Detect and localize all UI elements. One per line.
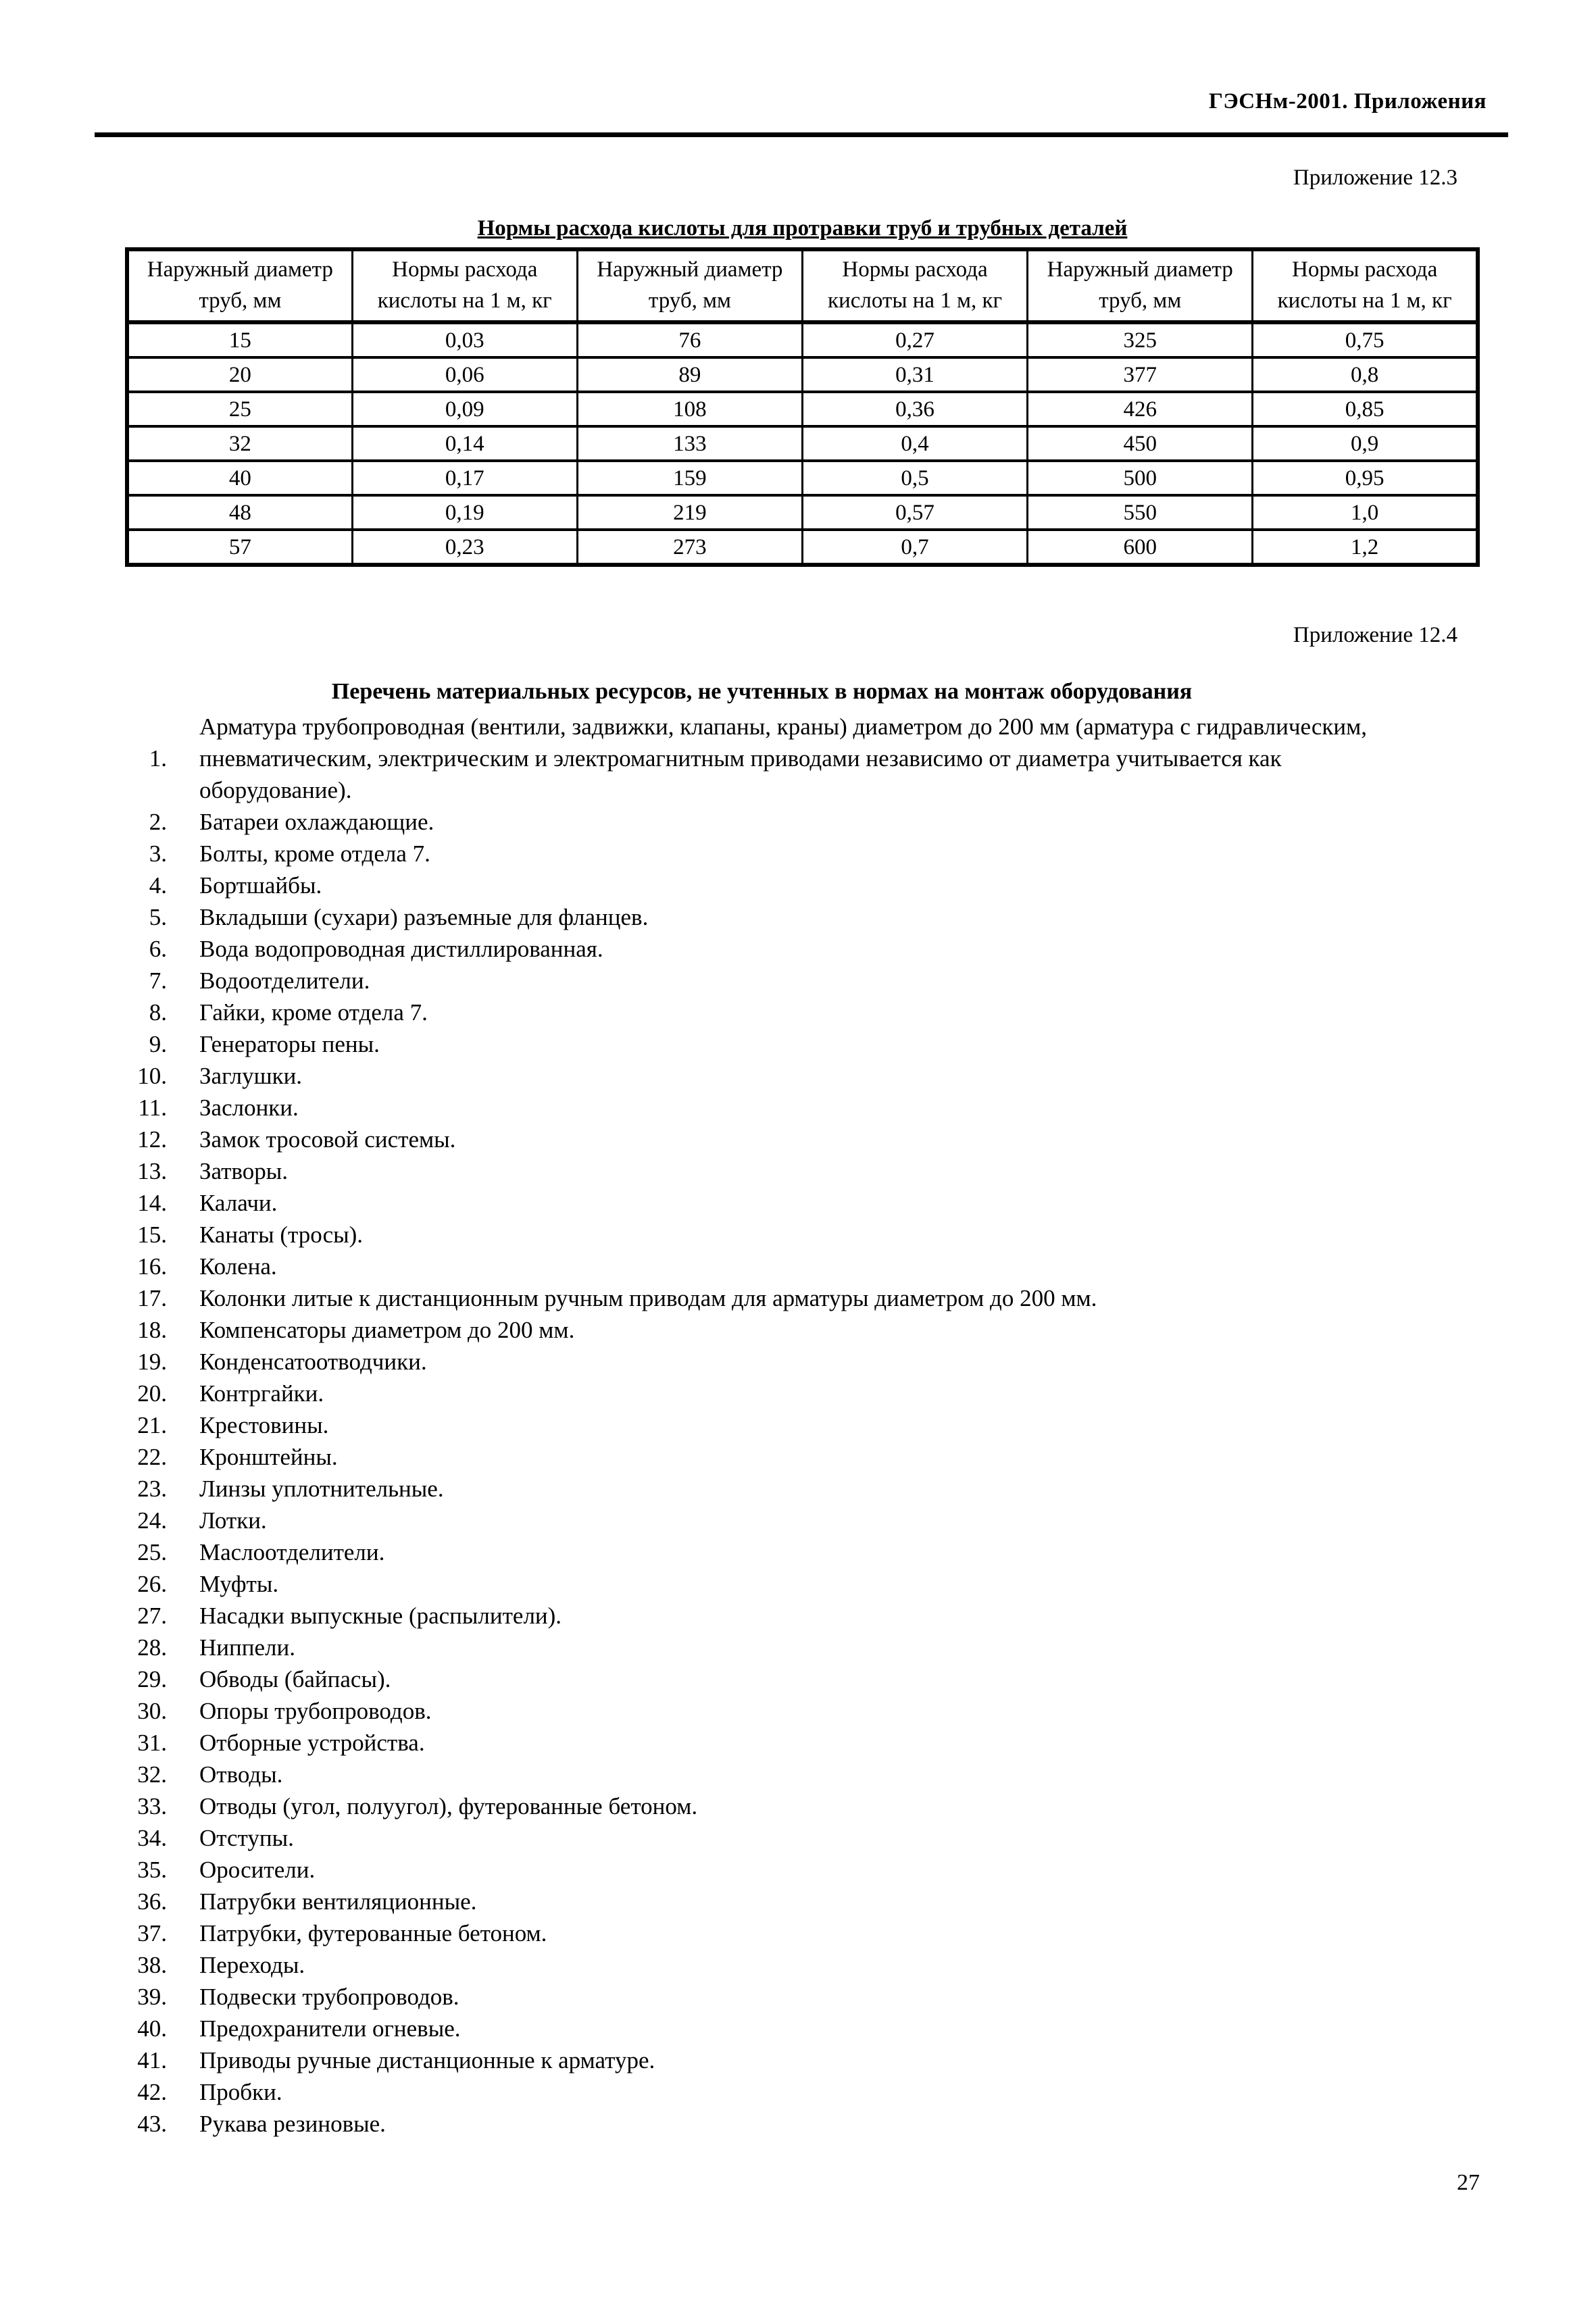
list-item-number: 11. <box>138 1095 167 1121</box>
list-item-number: 37. <box>137 1920 167 1946</box>
list-item-number: 14. <box>137 1190 167 1216</box>
list-item <box>125 1473 1399 1505</box>
table-row <box>127 426 1478 461</box>
list-item-text: Муфты. <box>199 1571 279 1597</box>
table-row <box>127 322 1478 357</box>
acid-table-header-row <box>127 249 1478 322</box>
list-item <box>125 711 1399 806</box>
list-item-number: 26. <box>137 1571 167 1597</box>
list-item <box>125 2013 1399 2044</box>
list-item <box>125 1727 1399 1759</box>
list-item <box>125 1092 1399 1124</box>
list-item-number: 29. <box>137 1666 167 1692</box>
list-item-number: 3. <box>149 840 167 867</box>
table-cell: 0,03 <box>352 322 577 357</box>
table-cell: 108 <box>577 392 802 426</box>
list-item <box>125 1854 1399 1886</box>
list-item-number: 4. <box>149 872 167 899</box>
table-cell: 40 <box>127 461 352 495</box>
list-item-number: 8. <box>149 999 167 1026</box>
list-item <box>125 1060 1399 1092</box>
acid-consumption-table <box>125 247 1480 567</box>
list-item-number: 42. <box>137 2079 167 2105</box>
acid-table-head <box>127 249 1478 322</box>
list-item-number: 38. <box>137 1952 167 1978</box>
list-item-text: Патрубки вентиляционные. <box>199 1888 477 1915</box>
list-item-text: Предохранители огневые. <box>199 2015 461 2042</box>
list-item-number: 9. <box>149 1031 167 1057</box>
list-item <box>125 1886 1399 1917</box>
materials-list <box>125 711 1399 2140</box>
table-cell: 76 <box>577 322 802 357</box>
column-header: Нормы расхода кислоты на 1 м, кг <box>1253 249 1478 322</box>
list-item-text: Заглушки. <box>199 1063 303 1089</box>
list-item-text: Лотки. <box>199 1507 267 1534</box>
list-item-text: Водоотделители. <box>199 967 370 994</box>
list-item-number: 40. <box>137 2015 167 2042</box>
list-item-text: Конденсатоотводчики. <box>199 1349 427 1375</box>
list-item-text: Болты, кроме отдела 7. <box>199 840 430 867</box>
list-item-text: Заслонки. <box>199 1095 299 1121</box>
table-row <box>127 461 1478 495</box>
list-item-text: Маслоотделители. <box>199 1539 385 1565</box>
table-cell: 600 <box>1028 530 1253 565</box>
list-item <box>125 1282 1399 1314</box>
appendix-12-4-label: Приложение 12.4 <box>1293 623 1457 647</box>
list-item <box>125 1505 1399 1536</box>
list-item <box>125 1600 1399 1632</box>
list-item-text: Гайки, кроме отдела 7. <box>199 999 428 1026</box>
table-cell: 0,9 <box>1253 426 1478 461</box>
list-item-text: Отводы (угол, полуугол), футерованные бетоном. <box>199 1793 698 1819</box>
list-item-text: Бортшайбы. <box>199 872 322 899</box>
appendix-12-3-label: Приложение 12.3 <box>1293 166 1457 190</box>
list-item <box>125 1409 1399 1441</box>
table-cell: 0,17 <box>352 461 577 495</box>
list-item-text: Генераторы пены. <box>199 1031 380 1057</box>
list-item-text: Патрубки, футерованные бетоном. <box>199 1920 547 1946</box>
list-item-number: 32. <box>137 1761 167 1788</box>
list-item-number: 43. <box>137 2111 167 2137</box>
list-item <box>125 1124 1399 1155</box>
list-item-number: 31. <box>137 1730 167 1756</box>
table-cell: 0,8 <box>1253 357 1478 392</box>
list-item <box>125 806 1399 838</box>
table-cell: 48 <box>127 495 352 530</box>
list-item-number: 17. <box>137 1285 167 1311</box>
list-item-text: Переходы. <box>199 1952 305 1978</box>
list-item-text: Пробки. <box>199 2079 282 2105</box>
list-item-number: 16. <box>137 1253 167 1280</box>
list-item-number: 41. <box>137 2047 167 2073</box>
table-cell: 15 <box>127 322 352 357</box>
column-header: Наружный диаметр труб, мм <box>127 249 352 322</box>
page-number: 27 <box>1457 2170 1480 2195</box>
list-item-text: Обводы (байпасы). <box>199 1666 391 1692</box>
list-item-text: Крестовины. <box>199 1412 329 1438</box>
table-row <box>127 495 1478 530</box>
list-item-number: 18. <box>137 1317 167 1343</box>
table-cell: 0,85 <box>1253 392 1478 426</box>
table-cell: 25 <box>127 392 352 426</box>
table-row <box>127 357 1478 392</box>
table-cell: 0,06 <box>352 357 577 392</box>
table-cell: 57 <box>127 530 352 565</box>
table-cell: 159 <box>577 461 802 495</box>
table-cell: 133 <box>577 426 802 461</box>
list-item <box>125 1790 1399 1822</box>
materials-section <box>125 677 1399 2140</box>
list-item-text: Линзы уплотнительные. <box>199 1476 444 1502</box>
list-item <box>125 1155 1399 1187</box>
list-item <box>125 1219 1399 1251</box>
list-item-text: Контргайки. <box>199 1380 324 1407</box>
list-item-text: Подвески трубопроводов. <box>199 1984 459 2010</box>
acid-table-body <box>127 322 1478 565</box>
list-item-number: 25. <box>137 1539 167 1565</box>
table-cell: 32 <box>127 426 352 461</box>
list-item-text: Колонки литые к дистанционным ручным приводам для арматуры диаметром до 200 мм. <box>199 1285 1097 1311</box>
list-item-number: 19. <box>137 1349 167 1375</box>
list-item-number: 6. <box>149 936 167 962</box>
list-item-text: Приводы ручные дистанционные к арматуре. <box>199 2047 655 2073</box>
table-row <box>127 530 1478 565</box>
list-item <box>125 965 1399 997</box>
list-item <box>125 1917 1399 1949</box>
table-cell: 219 <box>577 495 802 530</box>
list-item-number: 36. <box>137 1888 167 1915</box>
column-header: Наружный диаметр труб, мм <box>577 249 802 322</box>
list-item <box>125 1568 1399 1600</box>
table-cell: 273 <box>577 530 802 565</box>
list-item-text: Компенсаторы диаметром до 200 мм. <box>199 1317 575 1343</box>
list-item-text: Ниппели. <box>199 1634 295 1661</box>
list-item <box>125 2108 1399 2140</box>
list-item-text: Кронштейны. <box>199 1444 338 1470</box>
acid-table-title: Нормы расхода кислоты для протравки труб и трубных деталей <box>477 216 1128 241</box>
table-cell: 0,23 <box>352 530 577 565</box>
list-item-number: 23. <box>137 1476 167 1502</box>
list-item-text: Замок тросовой системы. <box>199 1126 456 1153</box>
list-item <box>125 1536 1399 1568</box>
table-cell: 325 <box>1028 322 1253 357</box>
table-cell: 426 <box>1028 392 1253 426</box>
table-cell: 0,14 <box>352 426 577 461</box>
list-item-text: Насадки выпускные (распылители). <box>199 1603 562 1629</box>
list-item <box>125 2044 1399 2076</box>
acid-consumption-section <box>125 215 1480 567</box>
list-item-text: Калачи. <box>199 1190 278 1216</box>
list-item <box>125 1632 1399 1663</box>
list-item-number: 21. <box>137 1412 167 1438</box>
column-header: Нормы расхода кислоты на 1 м, кг <box>802 249 1027 322</box>
document-header-title: ГЭСНм-2001. Приложения <box>1208 89 1487 114</box>
list-item-number: 27. <box>137 1603 167 1629</box>
table-cell: 550 <box>1028 495 1253 530</box>
list-item <box>125 901 1399 933</box>
list-item-number: 28. <box>137 1634 167 1661</box>
list-item-number: 13. <box>137 1158 167 1184</box>
list-item <box>125 1981 1399 2013</box>
table-cell: 0,19 <box>352 495 577 530</box>
list-item <box>125 1346 1399 1378</box>
list-item <box>125 838 1399 870</box>
list-item-number: 20. <box>137 1380 167 1407</box>
table-cell: 89 <box>577 357 802 392</box>
list-item-text: Вода водопроводная дистиллированная. <box>199 936 603 962</box>
table-cell: 0,57 <box>802 495 1027 530</box>
list-item-text: Арматура трубопроводная (вентили, задвижки, клапаны, краны) диаметром до 200 мм (арматура с гидравлическим, пневматическим, электрическим и электромагнитным приводами независимо от диаметра учитывается как оборудование). <box>199 713 1368 803</box>
list-item <box>125 870 1399 901</box>
list-item <box>125 2076 1399 2108</box>
table-cell: 1,2 <box>1253 530 1478 565</box>
table-cell: 0,4 <box>802 426 1027 461</box>
materials-list-title: Перечень материальных ресурсов, не учтенных в нормах на монтаж оборудования <box>331 679 1193 704</box>
list-item-number: 34. <box>137 1825 167 1851</box>
list-item <box>125 1378 1399 1409</box>
list-item-text: Отборные устройства. <box>199 1730 425 1756</box>
list-item <box>125 1028 1399 1060</box>
list-item <box>125 1314 1399 1346</box>
list-item-number: 22. <box>137 1444 167 1470</box>
list-item-number: 30. <box>137 1698 167 1724</box>
list-item-text: Отступы. <box>199 1825 294 1851</box>
table-cell: 20 <box>127 357 352 392</box>
table-cell: 377 <box>1028 357 1253 392</box>
table-cell: 0,95 <box>1253 461 1478 495</box>
list-item-text: Затворы. <box>199 1158 289 1184</box>
table-cell: 0,09 <box>352 392 577 426</box>
list-item <box>125 1663 1399 1695</box>
list-item-text: Оросители. <box>199 1857 316 1883</box>
list-item <box>125 1251 1399 1282</box>
list-item <box>125 1759 1399 1790</box>
table-cell: 1,0 <box>1253 495 1478 530</box>
column-header: Нормы расхода кислоты на 1 м, кг <box>352 249 577 322</box>
table-cell: 450 <box>1028 426 1253 461</box>
table-cell: 0,36 <box>802 392 1027 426</box>
list-item <box>125 933 1399 965</box>
list-item-text: Канаты (тросы). <box>199 1222 364 1248</box>
list-item-number: 5. <box>149 904 167 930</box>
list-item-number: 12. <box>137 1126 167 1153</box>
list-item-text: Батареи охлаждающие. <box>199 809 434 835</box>
list-item-number: 7. <box>149 967 167 994</box>
list-item-number: 39. <box>137 1984 167 2010</box>
list-item-text: Опоры трубопроводов. <box>199 1698 432 1724</box>
list-item <box>125 1441 1399 1473</box>
table-cell: 0,7 <box>802 530 1027 565</box>
list-item-text: Колена. <box>199 1253 277 1280</box>
list-item <box>125 1187 1399 1219</box>
list-item-number: 10. <box>137 1063 167 1089</box>
list-item-text: Отводы. <box>199 1761 283 1788</box>
table-cell: 0,27 <box>802 322 1027 357</box>
list-item-number: 15. <box>137 1222 167 1248</box>
list-item <box>125 1949 1399 1981</box>
list-item-number: 24. <box>137 1507 167 1534</box>
list-item-text: Рукава резиновые. <box>199 2111 386 2137</box>
list-item <box>125 1822 1399 1854</box>
list-item <box>125 997 1399 1028</box>
table-cell: 500 <box>1028 461 1253 495</box>
header-rule <box>95 132 1508 137</box>
list-item-number: 1. <box>149 745 167 772</box>
list-item <box>125 1695 1399 1727</box>
list-item-number: 2. <box>149 809 167 835</box>
list-item-number: 33. <box>137 1793 167 1819</box>
list-item-text: Вкладыши (сухари) разъемные для фланцев. <box>199 904 649 930</box>
table-cell: 0,31 <box>802 357 1027 392</box>
column-header: Наружный диаметр труб, мм <box>1028 249 1253 322</box>
table-cell: 0,75 <box>1253 322 1478 357</box>
list-item-number: 35. <box>137 1857 167 1883</box>
table-cell: 0,5 <box>802 461 1027 495</box>
table-row <box>127 392 1478 426</box>
